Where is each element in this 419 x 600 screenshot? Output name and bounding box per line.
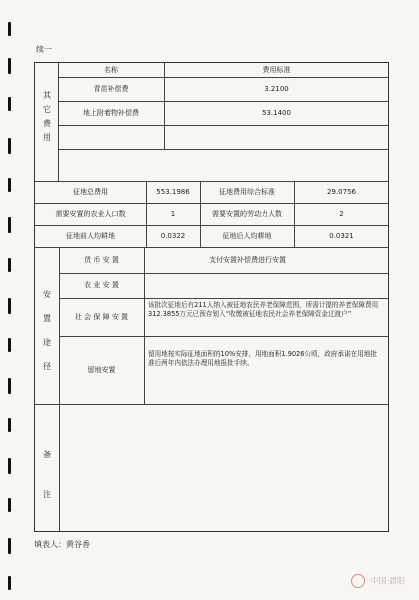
- social-label: 社 会 保 障 安 置: [74, 313, 129, 321]
- labor-label: 需要安置的劳动力人数: [212, 210, 282, 218]
- rule: [164, 63, 165, 149]
- binding-mark: [8, 258, 11, 272]
- before-value: 0.0322: [160, 232, 186, 240]
- binding-mark: [8, 22, 11, 36]
- retained-value: 留用地按实际征地面积的10%安排，用地面积1.9026公顷，政府承诺在用地批准后两年内依法办理用地报批手续。: [148, 350, 377, 367]
- rule: [59, 273, 389, 274]
- row-name: 地上附着物补偿费: [83, 109, 139, 117]
- binding-mark: [8, 178, 11, 192]
- binding-mark: [8, 58, 11, 74]
- social-value: 该批次征地后有211人纳入被征地农民养老保障范围，所需计提的养老保障费用312.3855万元已预存划入“收缴被征地农民社会养老保障资金过渡户”: [148, 301, 379, 318]
- watermark: [351, 574, 405, 588]
- row-value: 3.2100: [264, 85, 289, 93]
- rule: [35, 404, 389, 405]
- labor-value: 2: [339, 210, 344, 218]
- binding-mark: [8, 576, 11, 590]
- row-value: 53.1400: [262, 109, 291, 117]
- rule: [35, 247, 389, 248]
- binding-mark: [8, 538, 11, 554]
- monetary-value: 支付安置补偿费进行安置: [209, 256, 286, 264]
- binding-mark: [8, 458, 11, 474]
- rule: [144, 247, 145, 404]
- farmers-value: 1: [170, 210, 176, 218]
- monetary-label: 货 币 安 置: [84, 256, 119, 264]
- agricultural-label: 农 业 安 置: [84, 281, 119, 289]
- row-name: 青苗补偿费: [93, 85, 129, 93]
- rule: [58, 149, 389, 150]
- filler-label: 填表人：黄谷香: [34, 540, 90, 549]
- header-name: 名称: [104, 66, 118, 74]
- resettlement-section-label: 安置途径: [43, 290, 51, 371]
- rule: [35, 225, 389, 226]
- binding-mark: [8, 418, 11, 432]
- binding-mark: [8, 498, 11, 512]
- rule: [35, 203, 389, 204]
- retained-label: 留地安置: [87, 366, 116, 374]
- after-label: 征地后人均耕地: [222, 232, 272, 240]
- rule: [35, 181, 389, 182]
- rule: [58, 125, 389, 126]
- binding-mark: [8, 217, 11, 233]
- watermark-text: 中国·碧阳: [370, 576, 405, 586]
- after-value: 0.0321: [329, 232, 354, 240]
- before-label: 征地前人均耕地: [66, 232, 115, 240]
- rule: [59, 247, 60, 404]
- remarks-label: 备注: [43, 450, 51, 499]
- binding-mark: [8, 338, 11, 352]
- rule: [58, 101, 389, 102]
- fee-table: [34, 62, 389, 532]
- header-standard: 费用标准: [262, 66, 291, 74]
- farmers-label: 需要安置的农业人口数: [55, 210, 126, 218]
- binding-mark: [8, 138, 11, 154]
- total-value: 553.1986: [156, 188, 190, 196]
- composite-label: 征地费用综合标准: [219, 188, 275, 196]
- rule: [58, 63, 59, 181]
- binding-mark: [8, 378, 11, 394]
- binding-mark: [8, 298, 11, 314]
- continuation-label: 续一: [36, 45, 52, 54]
- binding-mark: [8, 97, 11, 111]
- other-fees-section-label: 其它费用: [43, 91, 51, 142]
- rule: [58, 77, 389, 78]
- seal-icon: [351, 574, 365, 588]
- rule: [59, 298, 389, 299]
- rule: [59, 336, 389, 337]
- composite-value: 29.0756: [327, 188, 356, 196]
- rule: [59, 404, 60, 532]
- total-label: 征地总费用: [73, 188, 108, 196]
